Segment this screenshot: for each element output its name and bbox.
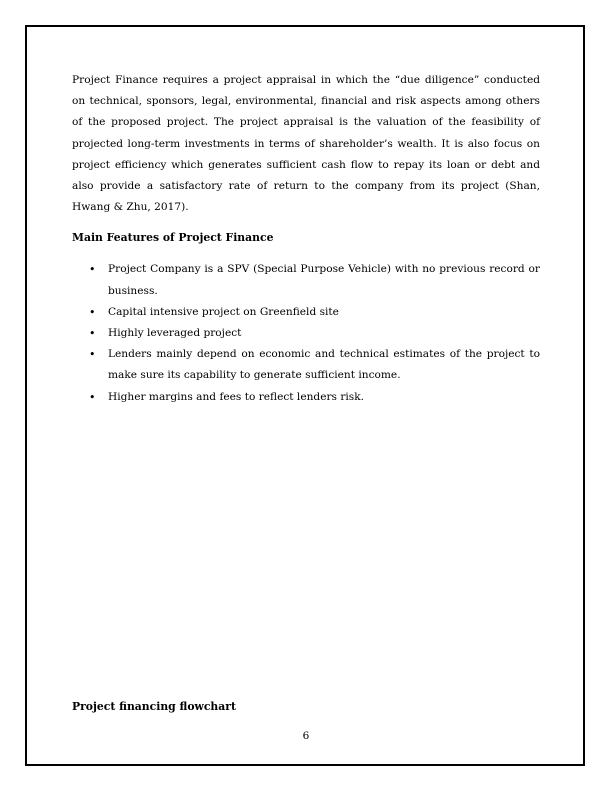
list-item-text: Capital intensive project on Greenfield site — [108, 305, 339, 318]
list-item — [72, 259, 540, 301]
list-item-text: Higher margins and fees to reflect lenders risk. — [108, 390, 365, 403]
intro-paragraph: Project Finance requires a project appraisal in which the “due diligence” conducted on technical, sponsors, legal, environmental, financial and risk aspects among others of the proposed project. The project appraisal is the valuation of the feasibility of projected long-term investments in terms of shareholder’s wealth. It is also focus on project efficiency which generates sufficient cash flow to repay its loan or debt and also provide a satisfactory rate of return to the company from its project (Shan, Hwang & Zhu, 2017). — [72, 74, 540, 214]
bullet-icon: • — [89, 263, 96, 277]
flowchart-heading: Project financing flowchart — [72, 700, 236, 713]
list-item — [72, 387, 540, 408]
page-number: 6 — [302, 730, 310, 742]
bullet-icon: • — [89, 390, 96, 404]
bullet-icon: • — [89, 327, 96, 341]
list-item-text: Project Company is a SPV (Special Purpose Vehicle) with no previous record or business. — [108, 263, 540, 297]
features-list — [72, 259, 540, 407]
features-heading: Main Features of Project Finance — [72, 231, 274, 245]
list-item — [72, 323, 540, 344]
list-item-text: Lenders mainly depend on economic and technical estimates of the project to make sure its capability to generate sufficient income. — [108, 348, 540, 382]
list-item-text: Highly leveraged project — [108, 327, 242, 340]
document-body — [72, 70, 540, 408]
list-item — [72, 344, 540, 386]
bullet-icon: • — [89, 348, 96, 362]
list-item — [72, 302, 540, 323]
bullet-icon: • — [89, 305, 96, 319]
